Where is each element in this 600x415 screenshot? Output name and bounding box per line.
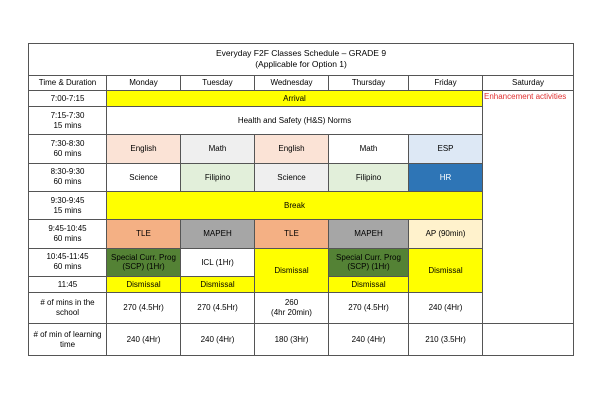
- duration: 15 mins: [53, 205, 82, 215]
- duration: 60 mins: [53, 234, 82, 244]
- tuesday-icl: ICL (1Hr): [181, 248, 255, 276]
- thursday-math: Math: [329, 135, 409, 163]
- tuesday-filipino: Filipino: [181, 163, 255, 191]
- header-friday: Friday: [409, 75, 483, 91]
- arrival-cell: Arrival: [107, 91, 483, 107]
- duration: 60 mins: [53, 177, 82, 187]
- friday-hr: HR: [409, 163, 483, 191]
- thursday-mapeh: MAPEH: [329, 220, 409, 248]
- time-cell: [29, 220, 107, 248]
- title-line-2: (Applicable for Option 1): [255, 59, 347, 70]
- schedule-table-container: [28, 43, 573, 356]
- tuesday-learning: 240 (4Hr): [181, 324, 255, 356]
- header-saturday: Saturday: [483, 75, 574, 91]
- schedule-title: [29, 44, 574, 76]
- title-line-1: Everyday F2F Classes Schedule – GRADE 9: [215, 48, 387, 59]
- monday-english: English: [107, 135, 181, 163]
- title-row: [29, 44, 574, 76]
- header-thursday: Thursday: [329, 75, 409, 91]
- row-arrival: [29, 91, 574, 107]
- wednesday-mins-sub: (4hr 20min): [271, 308, 312, 318]
- thursday-dismissal: Dismissal: [329, 277, 409, 293]
- wednesday-mins: [255, 292, 329, 324]
- tuesday-math: Math: [181, 135, 255, 163]
- thursday-learning: 240 (4Hr): [329, 324, 409, 356]
- tuesday-mapeh: MAPEH: [181, 220, 255, 248]
- wednesday-english: English: [255, 135, 329, 163]
- time-cell: 11:45: [29, 277, 107, 293]
- health-safety-cell: Health and Safety (H&S) Norms: [107, 107, 483, 135]
- monday-dismissal: Dismissal: [107, 277, 181, 293]
- header-row: [29, 75, 574, 91]
- wednesday-dismissal: Dismissal: [255, 248, 329, 292]
- time-cell: [29, 248, 107, 276]
- header-tuesday: Tuesday: [181, 75, 255, 91]
- monday-science: Science: [107, 163, 181, 191]
- wednesday-tle: TLE: [255, 220, 329, 248]
- time-range: 9:45-10:45: [48, 224, 87, 234]
- time-cell: 7:00-7:15: [29, 91, 107, 107]
- header-wednesday: Wednesday: [255, 75, 329, 91]
- time-range: 7:30-8:30: [50, 139, 85, 149]
- saturday-learning-empty: [483, 324, 574, 356]
- time-cell: [29, 107, 107, 135]
- tuesday-mins: 270 (4.5Hr): [181, 292, 255, 324]
- tuesday-dismissal: Dismissal: [181, 277, 255, 293]
- row-learning-time: [29, 324, 574, 356]
- friday-esp: ESP: [409, 135, 483, 163]
- monday-tle: TLE: [107, 220, 181, 248]
- duration: 60 mins: [53, 149, 82, 159]
- wednesday-mins-value: 260: [284, 298, 299, 308]
- learning-time-label: # of min of learning time: [29, 324, 107, 356]
- monday-mins: 270 (4.5Hr): [107, 292, 181, 324]
- wednesday-learning: 180 (3Hr): [255, 324, 329, 356]
- time-cell: [29, 163, 107, 191]
- duration: 15 mins: [53, 120, 82, 130]
- break-cell: Break: [107, 192, 483, 220]
- time-range: 9:30-9:45: [50, 195, 85, 205]
- time-range: 7:15-7:30: [50, 110, 85, 120]
- mins-in-school-label: # of mins in the school: [29, 292, 107, 324]
- time-range: 10:45-11:45: [46, 252, 89, 262]
- header-monday: Monday: [107, 75, 181, 91]
- friday-learning: 210 (3.5Hr): [409, 324, 483, 356]
- thursday-mins: 270 (4.5Hr): [329, 292, 409, 324]
- saturday-enhancement-note: Enhancement activities: [483, 91, 574, 324]
- schedule-table: [28, 43, 574, 356]
- header-time-duration: Time & Duration: [29, 75, 107, 91]
- monday-learning: 240 (4Hr): [107, 324, 181, 356]
- thursday-filipino: Filipino: [329, 163, 409, 191]
- thursday-scp: Special Curr. Prog (SCP) (1Hr): [329, 248, 409, 276]
- time-cell: [29, 192, 107, 220]
- duration: 60 mins: [53, 262, 82, 272]
- friday-mins: 240 (4Hr): [409, 292, 483, 324]
- time-range: 8:30-9:30: [50, 167, 85, 177]
- friday-ap: AP (90min): [409, 220, 483, 248]
- wednesday-science: Science: [255, 163, 329, 191]
- friday-dismissal: Dismissal: [409, 248, 483, 292]
- monday-scp: Special Curr. Prog (SCP) (1Hr): [107, 248, 181, 276]
- time-cell: [29, 135, 107, 163]
